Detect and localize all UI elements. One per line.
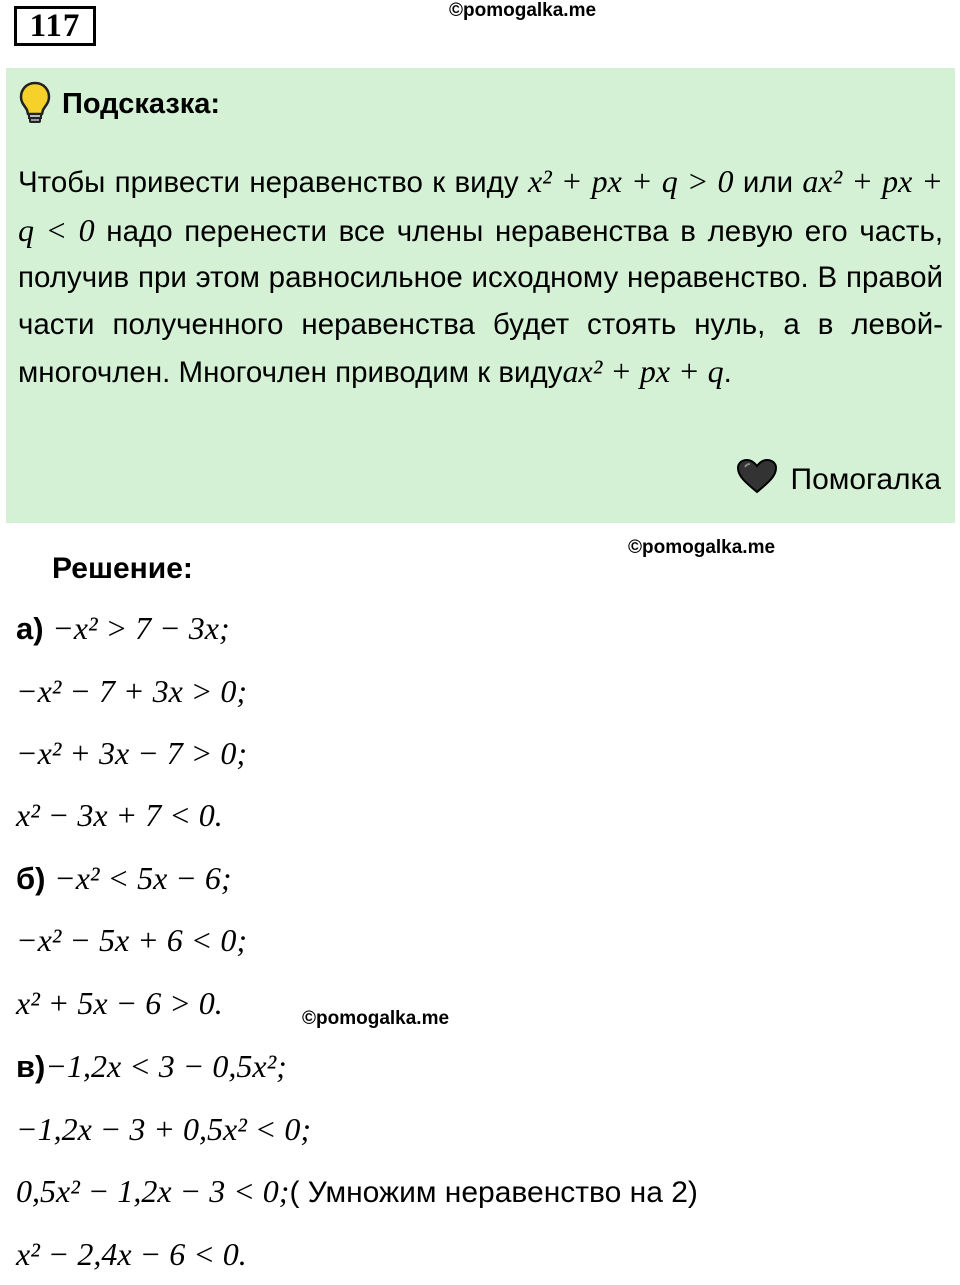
solution-line — [16, 1236, 247, 1274]
formula: −x² > 7 − 3x; — [52, 610, 230, 646]
solution-line — [16, 1173, 698, 1211]
solution-line — [16, 1048, 287, 1086]
part-label: в) — [16, 1049, 46, 1084]
solution-line — [16, 797, 223, 835]
heart-icon — [735, 457, 779, 503]
signature-text: Помогалка — [790, 463, 941, 496]
formula: −x² − 7 + 3x > 0; — [16, 673, 248, 709]
watermark: ©pomogalka.me — [628, 537, 776, 558]
signature — [735, 457, 942, 503]
formula: x² + 5x − 6 > 0. — [16, 985, 223, 1021]
watermark: ©pomogalka.me — [449, 0, 597, 21]
formula: −1,2x < 3 − 0,5x²; — [45, 1048, 287, 1084]
hint-text-part: Чтобы привести неравенство к виду — [18, 166, 528, 199]
part-label: б) — [16, 861, 55, 896]
hint-text-part: . — [723, 356, 732, 390]
part-label: а) — [16, 611, 53, 646]
solution-note: ( Умножим неравенство на 2) — [289, 1176, 698, 1209]
hint-box — [6, 68, 955, 523]
hint-formula: ax² + px + q < 0 — [18, 163, 944, 248]
hint-formula: ax² + px + q — [562, 353, 724, 390]
formula: x² − 3x + 7 < 0. — [16, 797, 223, 833]
solution-line — [16, 860, 232, 898]
formula: x² − 2,4x − 6 < 0. — [16, 1236, 247, 1272]
hint-title: Подсказка: — [62, 88, 221, 120]
solution-title: Решение: — [52, 552, 193, 585]
hint-text — [18, 158, 943, 397]
hint-text-part: или — [733, 166, 803, 199]
solution-line — [16, 610, 230, 648]
formula: −x² − 5x + 6 < 0; — [16, 922, 248, 958]
solution-line — [16, 673, 247, 711]
solution-line — [16, 1111, 311, 1149]
solution-line — [16, 985, 223, 1023]
lightbulb-icon — [18, 80, 52, 129]
formula: 0,5x² − 1,2x − 3 < 0; — [16, 1173, 290, 1209]
task-number: 117 — [14, 6, 96, 46]
hint-text-part: надо перенести все члены неравенства в левую его часть, получив при этом равносильное исходному неравенство. В правой части полученного неравенства будет стоять нуль, а в левой- многочлен. Многочлен приводим к виду — [18, 214, 944, 390]
formula: −x² + 3x − 7 > 0; — [16, 735, 248, 771]
hint-formula: x² + px + q > 0 — [527, 163, 734, 199]
formula: −x² < 5x − 6; — [54, 860, 232, 896]
solution-line — [16, 735, 247, 773]
formula: −1,2x − 3 + 0,5x² < 0; — [16, 1111, 312, 1147]
hint-header — [18, 80, 220, 129]
watermark: ©pomogalka.me — [302, 1008, 450, 1029]
solution-line — [16, 922, 247, 960]
